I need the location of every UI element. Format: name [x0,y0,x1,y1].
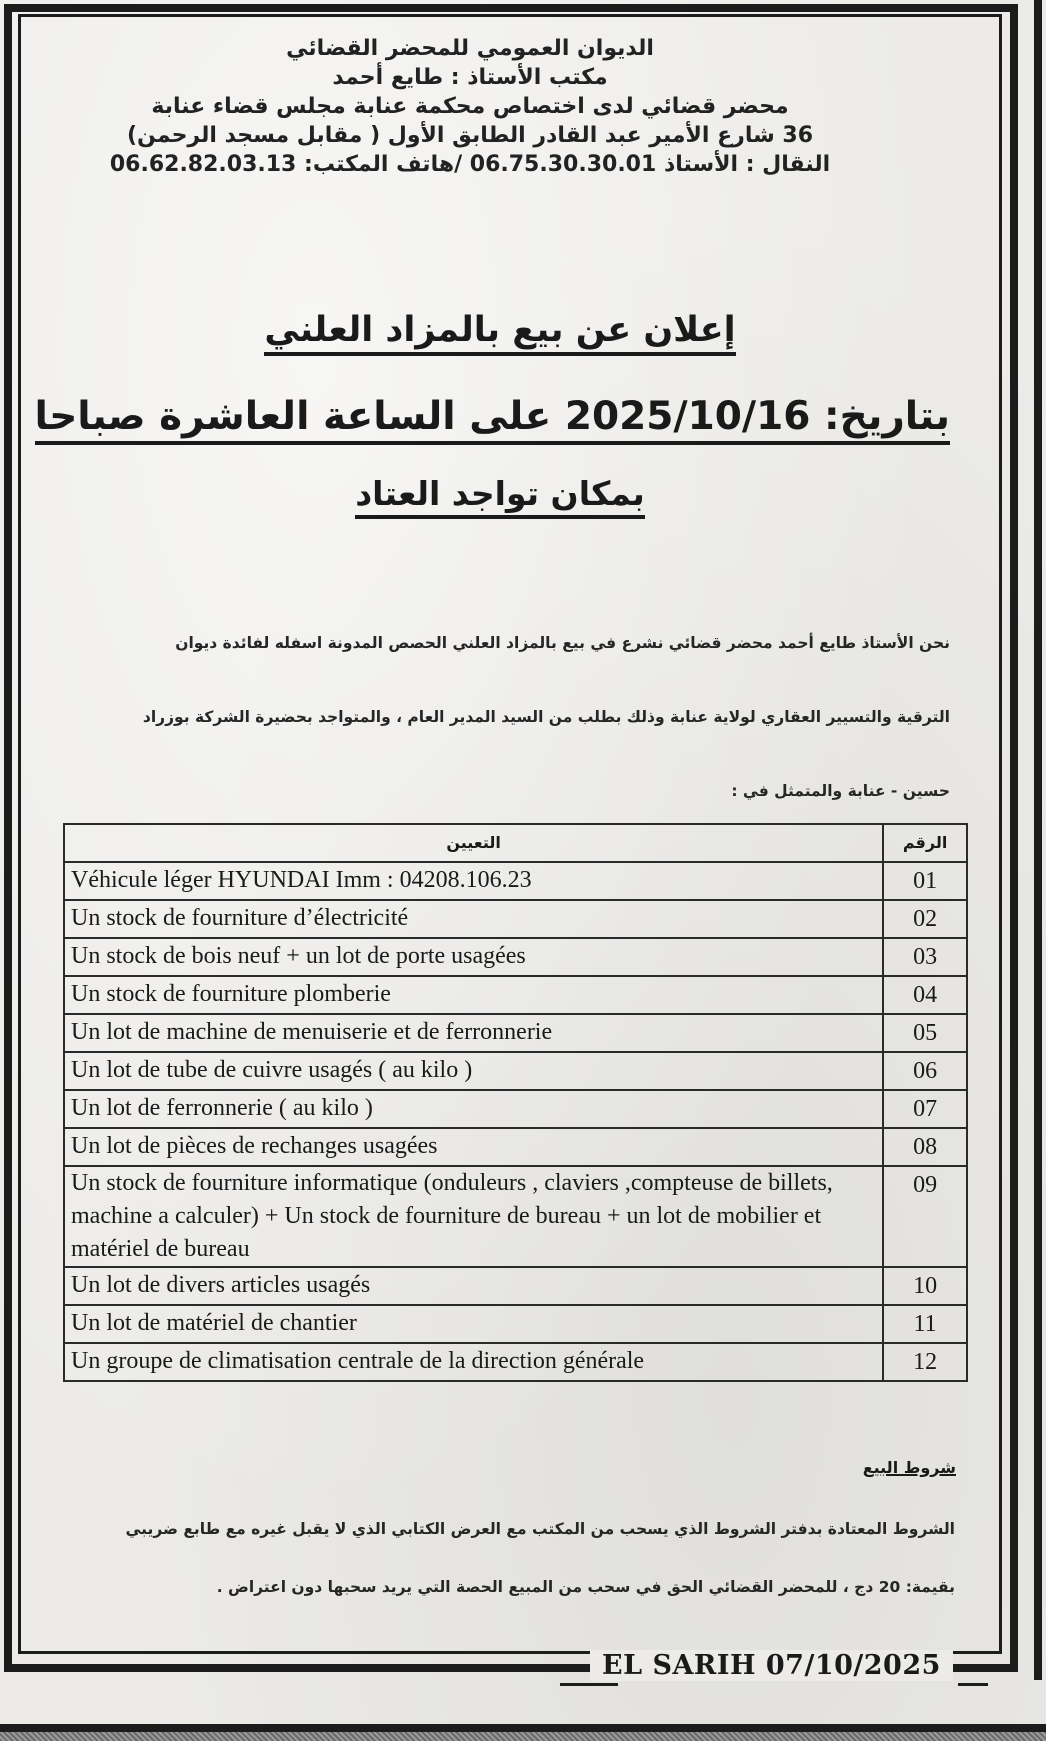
sale-conditions-title: شروط البيع [862,1458,956,1477]
header-number: الرقم [883,824,967,862]
office-name: الديوان العمومي للمحضر القضائي [286,36,654,61]
item-number: 03 [883,938,967,976]
item-number: 08 [883,1128,967,1166]
item-number: 05 [883,1014,967,1052]
item-number: 02 [883,900,967,938]
item-description: Un stock de fourniture plomberie [64,976,883,1014]
column-rule [1034,0,1042,1680]
item-number: 06 [883,1052,967,1090]
item-description: Un stock de bois neuf + un lot de porte usagées [64,938,883,976]
auction-location-text: بمكان تواجد العتاد [355,474,645,519]
conditions-line: بقيمة: 20 دج ، للمحضر القضائي الحق في سحب من المبيع الحصة التي يريد سحبها دون اعتراض . [216,1578,955,1596]
item-description: Un lot de pièces de rechanges usagées [64,1128,883,1166]
item-description: Un lot de tube de cuivre usagés ( au kilo ) [64,1052,883,1090]
announcement-title [0,305,1000,355]
table-row [64,1052,967,1090]
item-description: Un stock de fourniture d’électricité [64,900,883,938]
jurisdiction: محضر قضائي لدى اختصاص محكمة عنابة مجلس قضاء عنابة [151,94,789,119]
item-description: Un groupe de climatisation centrale de la direction générale [64,1343,883,1381]
intro-paragraph [90,606,950,828]
table-row [64,900,967,938]
item-description: Un stock de fourniture informatique (onduleurs , claviers ,compteuse de billets, machine a calculer) + Un stock de fourniture de bureau + un lot de mobilier et matériel de bureau [64,1166,883,1267]
intro-line: نحن الأستاذ طايع أحمد محضر قضائي نشرع في بيع بالمزاد العلني الحصص المدونة اسفله لفائدة ديوان [175,634,950,652]
table-row [64,1267,967,1305]
auction-date-heading [34,390,950,444]
item-description: Un lot de machine de menuiserie et de ferronnerie [64,1014,883,1052]
table-row [64,938,967,976]
auction-items-table [63,823,968,1382]
table-row [64,1128,967,1166]
item-number: 10 [883,1267,967,1305]
item-description: Un lot de divers articles usagés [64,1267,883,1305]
phone-numbers: النقال : الأستاذ 06.75.30.30.01 /هاتف المكتب: 06.62.82.03.13 [109,152,831,177]
bailiff-name: مكتب الأستاذ : طايع أحمد [332,65,608,90]
office-address: 36 شارع الأمير عبد القادر الطابق الأول ( مقابل مسجد الرحمن) [126,123,814,148]
item-description: Véhicule léger HYUNDAI Imm : 04208.106.23 [64,862,883,900]
table-row [64,1014,967,1052]
table-row [64,1305,967,1343]
item-number: 04 [883,976,967,1014]
intro-line: الترقية والتسيير العقاري لولاية عنابة وذلك بطلب من السيد المدير العام ، والمتواجد بحضيرة الشركة بوزراد [142,708,950,726]
intro-line: حسين - عنابة والمتمثل في : [731,782,950,800]
bottom-halftone-strip [0,1732,1046,1741]
item-number: 12 [883,1343,967,1381]
sale-conditions-body [55,1500,955,1616]
item-number: 07 [883,1090,967,1128]
item-number: 01 [883,862,967,900]
table-row [64,1090,967,1128]
bailiff-office-header [60,34,880,179]
footer-rule-left [560,1683,618,1686]
auction-date-text: بتاريخ: 2025/10/16 على الساعة العاشرة صباحا [35,394,950,445]
auction-location-heading [0,470,1000,518]
table-row [64,1343,967,1381]
table-header-row [64,824,967,862]
item-number: 09 [883,1166,967,1267]
item-description: Un lot de ferronnerie ( au kilo ) [64,1090,883,1128]
publication-credit: EL SARIH 07/10/2025 [590,1650,953,1681]
announcement-title-text: إعلان عن بيع بالمزاد العلني [264,310,735,356]
conditions-line: الشروط المعتادة بدفتر الشروط الذي يسحب من المكتب مع العرض الكتابي الذي لا يقبل غيره مع طابع ضريبي [125,1520,955,1538]
table-row [64,862,967,900]
footer-rule-right [958,1683,988,1686]
item-description: Un lot de matériel de chantier [64,1305,883,1343]
header-description: التعيين [64,824,883,862]
item-number: 11 [883,1305,967,1343]
table-row [64,1166,967,1267]
bottom-rule [0,1724,1046,1732]
table-row [64,976,967,1014]
